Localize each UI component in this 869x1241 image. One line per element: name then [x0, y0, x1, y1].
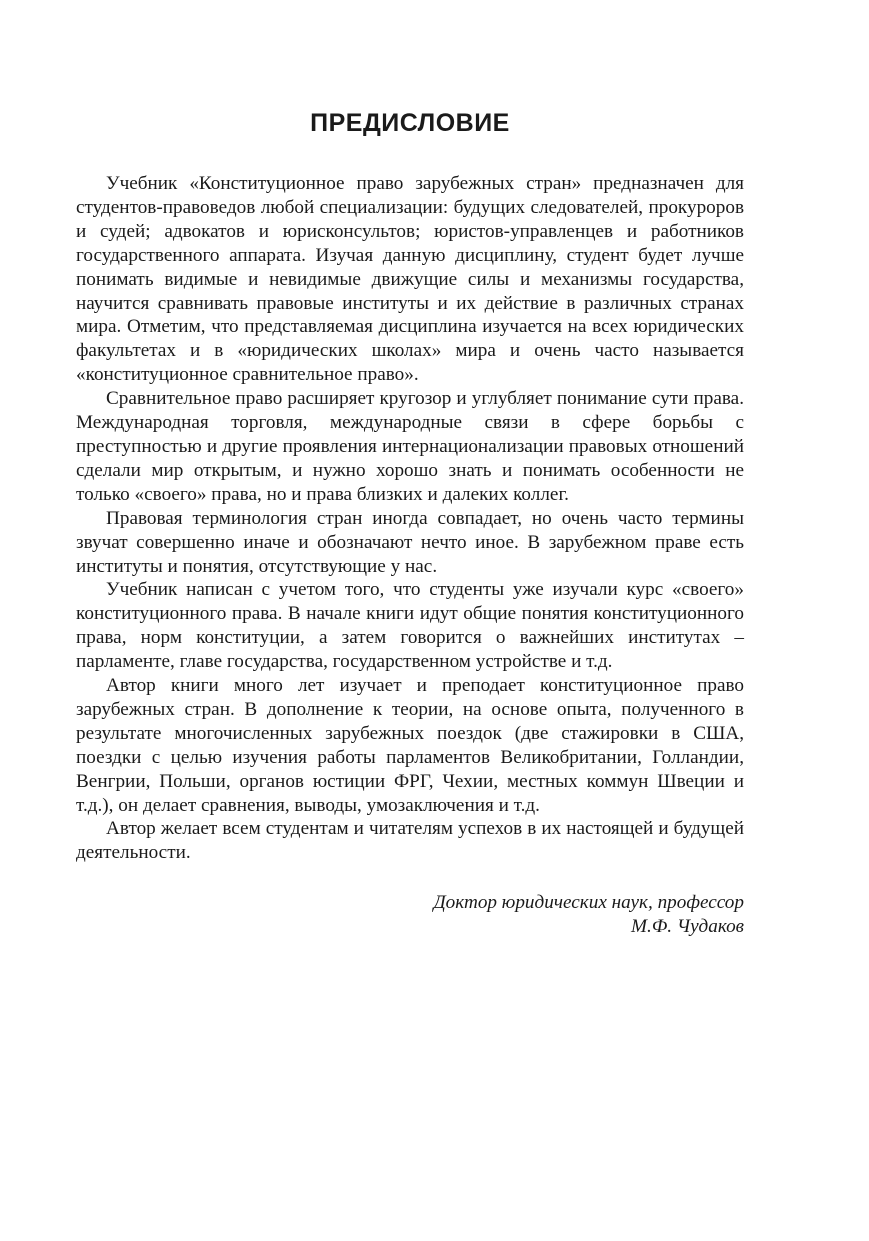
- paragraph: Сравнительное право расширяет кругозор и углубляет понимание сути права. Международная торговля, международные связи в сфере борьбы с преступностью и другие проявления интернационализации правовых отношений сделали мир открытым, и нужно хорошо знать и понимать особенности не только «своего» права, но и права близких и далеких коллег.: [76, 388, 744, 505]
- page-title: ПРЕДИСЛОВИЕ: [310, 109, 510, 137]
- paragraph: Правовая терминология стран иногда совпадает, но очень часто термины звучат совершенно иначе и обозначают нечто иное. В зарубежном праве есть институты и понятия, отсутствующие у нас.: [76, 507, 744, 577]
- paragraph: Автор книги много лет изучает и преподает конституционное право зарубежных стран. В дополнение к теории, на основе опыта, полученного в результате многочисленных зарубежных поездок (две стажировки в США, поездки с целью изучения работы парламентов Великобритании, Голландии, Венгрии, Польши, органов юстиции ФРГ, Чехии, местных коммун Швеции и т.д.), он делает сравнения, выводы, умозаключения и т.д.: [76, 675, 744, 816]
- signature-name: М.Ф. Чудаков: [631, 916, 744, 938]
- paragraph: Учебник написан с учетом того, что студенты уже изучали курс «своего» конституционного права. В начале книги идут общие понятия конституционного права, норм конституции, а затем говорится о важнейших институтах – парламенте, главе государства, государственном устройстве и т.д.: [76, 579, 744, 673]
- preface-body: [76, 172, 744, 865]
- paragraph: Учебник «Конституционное право зарубежных стран» предназначен для студентов-правоведов любой специализации: будущих следователей, прокуроров и судей; адвокатов и юрисконсультов; юристов-управленцев и работников государственного аппарата. Изучая данную дисциплину, студент будет лучше понимать видимые и невидимые движущие силы и механизмы государства, научится сравнивать правовые институты и их действие в различных странах мира. Отметим, что представляемая дисциплина изучается на всех юридических факультетах и в «юридических школах» мира и очень часто называется «конституционное сравнительное право».: [76, 173, 744, 386]
- document-page: [76, 0, 744, 939]
- signature-position: Доктор юридических наук, профессор: [433, 892, 744, 914]
- paragraph: Автор желает всем студентам и читателям успехов в их настоящей и будущей деятельности.: [76, 818, 744, 864]
- signature-block: [76, 891, 744, 939]
